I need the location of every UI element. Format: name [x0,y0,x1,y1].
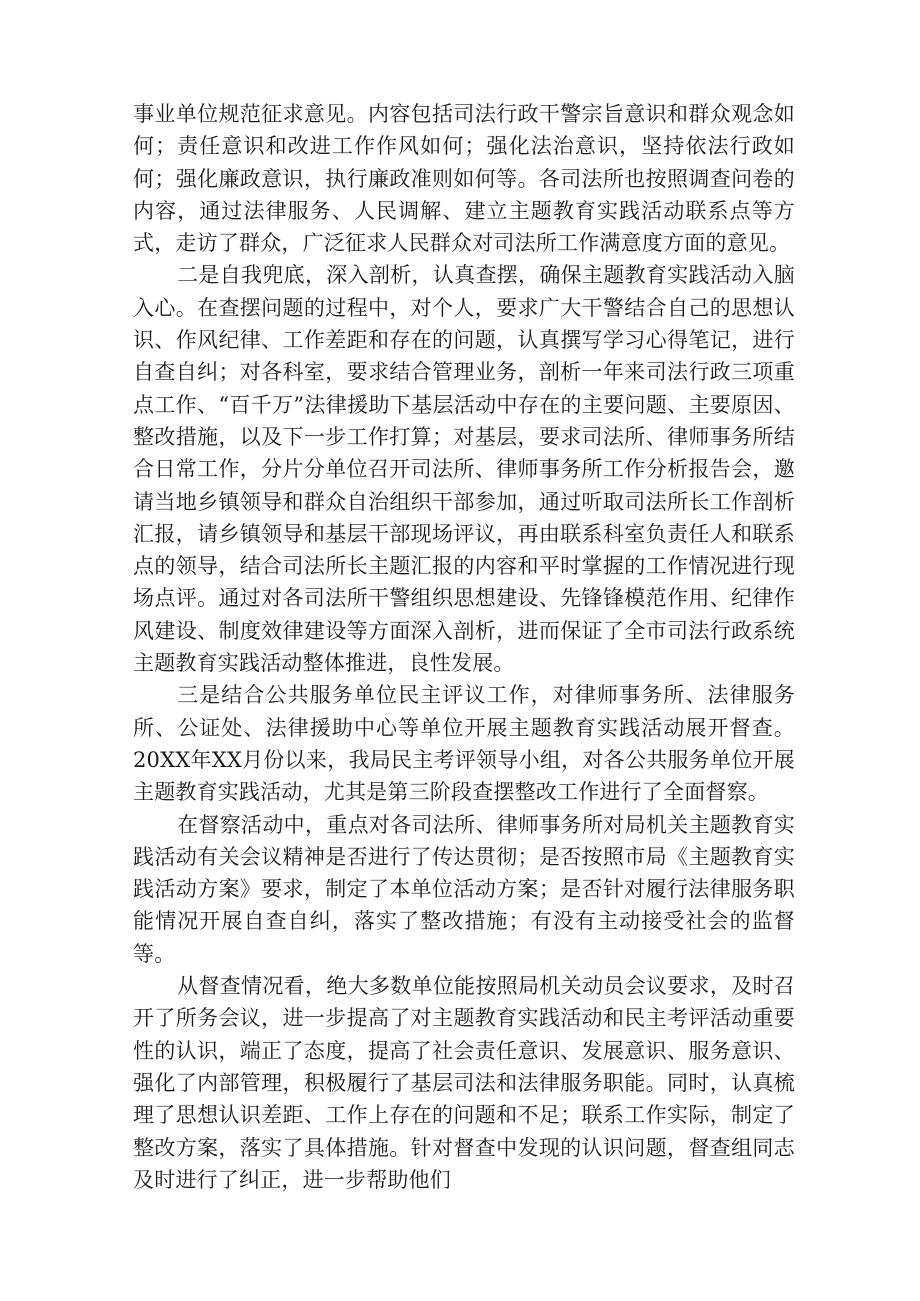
paragraph-continued: 事业单位规范征求意见。内容包括司法行政干警宗旨意识和群众观念如何；责任意识和改进工作作风如何；强化法治意识，坚持依法行政如何；强化廉政意识，执行廉政准则如何等。各司法所也按照调查问卷的内容，通过法律服务、人民调解、建立主题教育实践活动联系点等方式，走访了群众，广泛征求人民群众对司法所工作满意度方面的意见。 [133,102,795,256]
paragraph-inspection-results: 从督查情况看，绝大多数单位能按照局机关动员会议要求，及时召开了所务会议，进一步提高了对主题教育实践活动和民主考评活动重要性的认识，端正了态度，提高了社会责任意识、发展意识、服务意识、强化了内部管理，积极履行了基层司法和法律服务职能。同时，认真梳理了思想认识差距、工作上存在的问题和不足；联系工作实际，制定了整改方案，落实了具体措施。针对督查中发现的认识问题，督查组同志及时进行了纠正，进一步帮助他们 [133,974,795,1192]
document-body [133,98,795,1196]
paragraph-public-service-review: 三是结合公共服务单位民主评议工作，对律师事务所、法律服务所、公证处、法律援助中心等单位开展主题教育实践活动展开督查。20XX年XX月份以来，我局民主考评领导小组，对各公共服务单位开展主题教育实践活动，尤其是第三阶段查摆整改工作进行了全面督察。 [133,683,795,805]
paragraph-inspection-focus: 在督察活动中，重点对各司法所、律师事务所对局机关主题教育实践活动有关会议精神是否进行了传达贯彻；是否按照市局《主题教育实践活动方案》要求，制定了本单位活动方案；是否针对履行法律服务职能情况开展自查自纠，落实了整改措施；有没有主动接受社会的监督等。 [133,812,795,966]
paragraph-self-examination: 二是自我兜底，深入剖析，认真查摆，确保主题教育实践活动入脑入心。在查摆问题的过程中，对个人，要求广大干警结合自己的思想认识、作风纪律、工作差距和存在的问题，认真撰写学习心得笔记，进行自查自纠；对各科室，要求结合管理业务，剖析一年来司法行政三项重点工作、“百千万”法律援助下基层活动中存在的主要问题、主要原因、整改措施，以及下一步工作打算；对基层，要求司法所、律师事务所结合日常工作，分片分单位召开司法所、律师事务所工作分析报告会，邀请当地乡镇领导和群众自治组织干部参加，通过听取司法所长工作剖析汇报，请乡镇领导和基层干部现场评议，再由联系科室负责任人和联系点的领导，结合司法所长主题汇报的内容和平时掌握的工作情况进行现场点评。通过对各司法所干警组织思想建设、先锋锋模范作用、纪律作风建设、制度效律建设等方面深入剖析，进而保证了全市司法行政系统主题教育实践活动整体推进，良性发展。 [133,263,795,676]
